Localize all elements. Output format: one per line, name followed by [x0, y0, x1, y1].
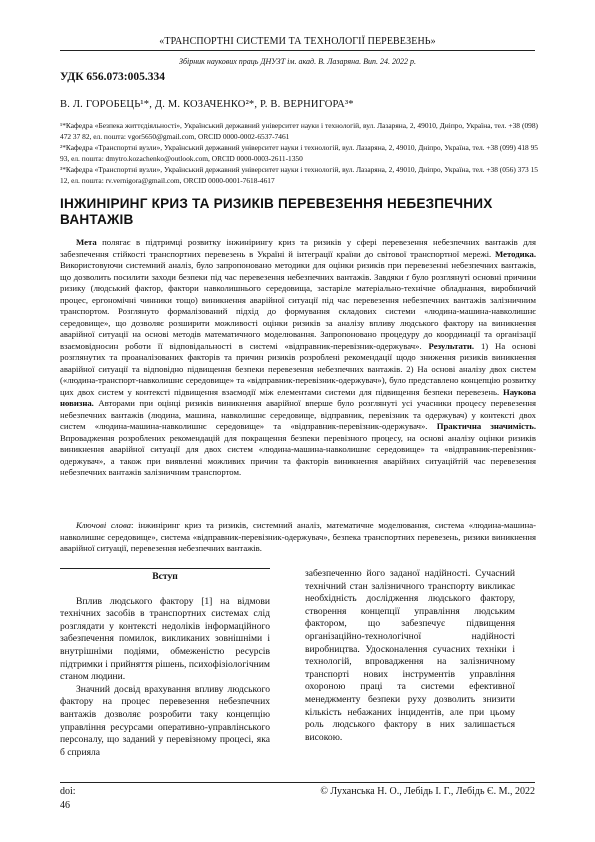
affiliation-2: ²*Кафедра «Транспортні вузли», Український державний університет науки і технологій, вул. Лазаряна, 2, 49010, Дніпро, Україна, тел. +38 (099) 418 95 93, ел. пошта: dmytro.kozachenko@outlook.com, ORCID 0000-0003-2611-1350	[60, 143, 538, 163]
abstract-goal-label: Мета	[76, 237, 97, 247]
abstract-novelty-label: Наукова новизна.	[60, 386, 536, 408]
abstract-method-text: Використовуючи системний аналіз, було запропоновано методики для оцінки ризиків при перевезенні небезпечних вантажів, що дозволить посилити заходи безпеки під час перевезення небезпечних вантажів. Завдяки ґ було розглянуті основні причини ризику (людський фактор, фактори навколишнього середовища, застаріле матеріально-технічне обладнання, виробничий процес, ергономічні чинники тощо) виникнення аварійної ситуації під час перевезення небезпечних вантажів залізничним транспортом. Розглянуто формалізований підхід до формування складових системи «людина-машина-навколишнє середовище», що дозволяє розширити можливості оцінки ризиків за аналізу впливу людського фактору на виникнення аварійної ситуації на основі методів математичного моделювання. Запропоновано процедуру до координації та організації взаємовідносин роботи її відповідальності в системі «відправник-перевізник-одержувач».	[60, 260, 536, 351]
abstract	[60, 237, 536, 479]
authors-line: В. Л. ГОРОБЕЦЬ¹*, Д. М. КОЗАЧЕНКО²*, Р. В. ВЕРНИГОРА³*	[60, 99, 354, 110]
keywords-text: : інжиніринг криз та ризиків, системний аналіз, математичне моделювання, система «людина-машина-навколишнє середовище», система «відправник-перевізник-одержувач», безпека транспортних перевезень, ризики виникнення аварійної ситуації, перевезення небезпечних вантажів.	[60, 520, 536, 553]
intro-paragraph-3: забезпеченню його заданої надійності. Сучасний технічний стан залізничного транспорту викликає необхідність дослідження людського фактору, створення концепції управління людським фактором, що забезпечує підвищення організаційно-технологічної надійності виробництва. Удосконалення сучасних техніки і технологій, впровадження на залізничному транспорті нових інструментів управління охороною праці та системи ефективної менеджменту безпеки руху дозволить знизити кількість небажаних інцидентів, але при цьому роль людського фактору в них залишається високою.	[305, 568, 515, 743]
affiliations	[60, 120, 538, 186]
body-column-left	[60, 568, 270, 759]
intro-paragraph-2: Значний досвід врахування впливу людського фактору на процес перевезення небезпечних вантажів дозволяє розробити таку концепцію управління ресурсами оперативно-управлінського персоналу, що заданий у перевізному процесі, яка б сприяла	[60, 683, 270, 758]
abstract-results-text: 1) На основі розглянутих та проаналізованих факторів та причин ризиків розроблені рекомендації щодо зниження ризиків виникнення аварійної ситуації та відповідно підвищення безпеки перевезення небезпечних вантажів. 2) На основі аналізу двох систем («людина-транспорт-навколишнє середовище» та «відправник-перевізник-одержувач»), було представлено концепцію розвитку цих двох систем у контексті підвищення взаємодії між елементами системи для підвищення безпеки перевезень.	[60, 340, 536, 397]
collection-line: Збірник наукових праць ДНУЗТ ім. акад. В. Лазаряна. Вип. 24. 2022 р.	[178, 57, 416, 66]
abstract-goal-text: полягає в підтримці розвитку інжинірингу криз та ризиків у сфері перевезення небезпечних вантажів для забезпечення стійкості транспортних перевезень в Україні й інтеграції країни до світової транспортної мережі.	[60, 237, 536, 259]
abstract-paragraph	[60, 237, 536, 479]
abstract-significance-label: Практична значимість.	[436, 421, 536, 431]
udc-code: УДК 656.073:005.334	[60, 71, 165, 83]
keywords-label: Ключові слова	[76, 520, 132, 530]
abstract-results-label: Результати.	[428, 340, 475, 351]
footer-doi: doi:	[60, 786, 76, 797]
abstract-method-label: Методика.	[495, 248, 536, 259]
section-heading-intro: Вступ	[60, 568, 270, 584]
page-number: 46	[60, 800, 70, 811]
keywords-paragraph	[60, 520, 536, 555]
running-header: «ТРАНСПОРТНІ СИСТЕМИ ТА ТЕХНОЛОГІЇ ПЕРЕВЕЗЕНЬ»	[60, 36, 535, 51]
keywords	[60, 520, 536, 555]
body-column-right	[305, 568, 515, 744]
affiliation-3: ³*Кафедра «Транспортні вузли», Український державний університет науки і технологій, вул. Лазаряна, 2, 49010, Дніпро, Україна, тел. +38 (056) 373 15 12, ел. пошта: rv.vernigora@gmail.com, ORCID 0000-0001-7618-4617	[60, 165, 538, 185]
abstract-significance-text: Впровадження розроблених рекомендацій для покращення безпеки перевізного процесу, на основі аналізу оцінки ризиків виникнення аварійної ситуації для двох систем «людина-машина-навколишнє середовище» та «відправник-перевізник-одержувач», а також при виявленні можливих причин та факторів виникнення аварійних ситуаційтій час перевезення небезпечних вантажів залізничним транспортом.	[60, 432, 536, 477]
intro-paragraph-1: Вплив людського фактору [1] на відмови технічних засобів в транспортних системах слід розглядати у контексті недоліків інформаційного забезпечення помилок, викликаних зовнішніми і внутрішніми подіями, обмеженістю ресурсів підтримки і прийняття рішень, психофізіологічним станом людини.	[60, 595, 270, 683]
paper-title: ІНЖИНІРИНГ КРИЗ ТА РИЗИКІВ ПЕРЕВЕЗЕННЯ НЕБЕЗПЕЧНИХ ВАНТАЖІВ	[60, 196, 493, 227]
footer-rule	[60, 782, 535, 783]
abstract-novelty-text: Авторами при оцінці ризиків виникнення аварійної вперше було розглянуті усі учасники процесу перевезення небезпечних вантажів (людина, машина, навколишнє середовище, відправник, перевізник та одержувач) у контексті двох систем «людина-машина-навколишнє середовище» та «відправник-перевізник-одержувач».	[60, 398, 536, 431]
affiliation-1: ¹*Кафедра «Безпека життєдіяльності», Український державний університет науки і технологій, вул. Лазаряна, 2, 49010, Дніпро, Україна, тел. +38 (098) 472 37 82, ел. пошта: vgor5650@gmail.com, ORCID 0000-0002-6537-7461	[60, 121, 538, 141]
footer-copyright: © Луханська Н. О., Лебідь І. Г., Лебідь Є. М., 2022	[320, 786, 535, 797]
